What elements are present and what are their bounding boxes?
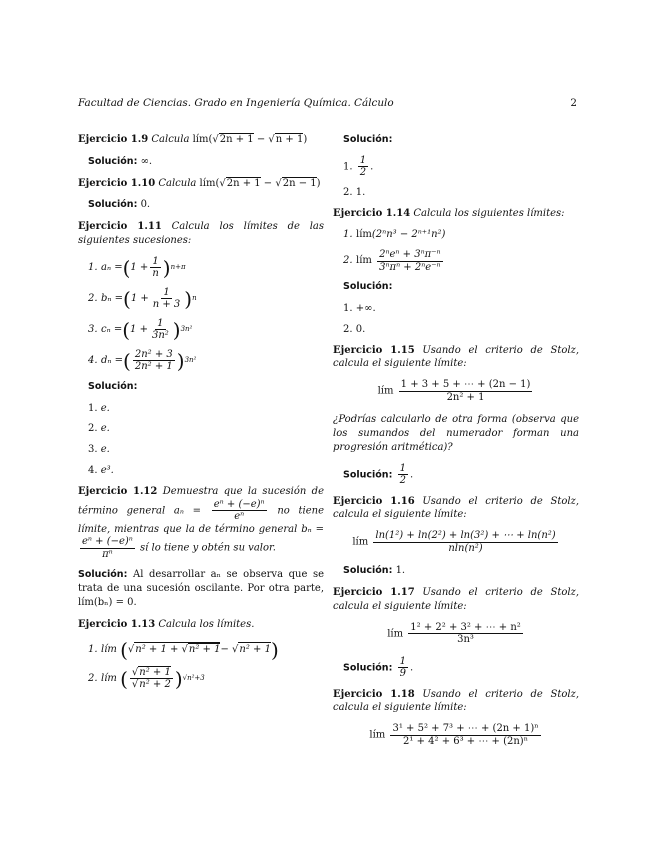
list-item: 4. dₙ = ( $\frac{\text{2n² + 3}}{\text{2n² + 1}}$ ) 3n² [88, 348, 197, 373]
exercise-label: Ejercicio 1.9 [78, 134, 149, 145]
formula: lím(√2n + 1 − √n + 1) [192, 134, 308, 145]
exercise-1-15: Ejercicio 1.15 Usando el criterio de Stolz, calcula el siguiente límite: [333, 344, 580, 370]
formula: lím $\frac{\text{ln(1²) + ln(2²) + ln(3²) + ⋯ + ln(n²)}}{\text{nln(n²)}}$ [352, 530, 556, 554]
list-item: 1. lím (2ⁿn³ − 2ⁿ⁺¹n²) [343, 229, 446, 241]
exercise-1-10: Ejercicio 1.10 Calcula lím(√2n + 1 − √2n − 1) [78, 177, 321, 189]
solution-1-16: Solución: 1. [343, 565, 406, 577]
list-item: 2. 0. [343, 323, 366, 335]
left-column [78, 133, 324, 698]
list-item: 1. e. [88, 402, 110, 414]
exercise-text: Calcula [151, 134, 190, 145]
page-number: 2 [570, 97, 577, 109]
list-item: 3. cₙ = ( 1 + $\frac{1}{\text{3n²}}$ ) 3n² [88, 317, 193, 342]
exercise-1-15-extra: ¿Podrías calcularlo de otra forma (observa que los sumandos del numerador forman una progresión aritmética)? [333, 414, 579, 453]
exercise-1-13: Ejercicio 1.13 Calcula los límites. [78, 618, 255, 630]
solution-1-13: Solución: [343, 134, 393, 145]
list-item: 2. lím ( $\frac{\text{√n² + 1}}{\text{√n² + 2}}$ ) √n²+3 [88, 666, 205, 691]
exercise-1-18: Ejercicio 1.18 Usando el criterio de Stolz, calcula el siguiente límite: [333, 688, 580, 714]
page-header [78, 97, 577, 109]
solution-1-11: Solución: [88, 380, 138, 392]
solution-1-9: Solución: ∞. [88, 155, 153, 167]
list-item: 2. lím $\frac{\text{2ⁿeⁿ + 3ⁿπ⁻ⁿ}}{\text{3ⁿπⁿ + 2ⁿe⁻ⁿ}}$ [343, 249, 441, 273]
right-column [333, 133, 579, 757]
list-item: 1. lím ( √ n² + 1 + √n² + 1 − √ n² + 1 ) [88, 637, 279, 662]
exercise-1-14: Ejercicio 1.14 Calcula los siguientes límites: [333, 207, 565, 219]
list-item: 1. aₙ = ( 1 + $\frac{1}{n}$ ) n+π [88, 255, 186, 280]
formula: lím $\frac{1 + 3 + 5 + \cdots + (2n - 1)}{\text{2n² + 1}}$ [377, 379, 531, 403]
list-item: 2. bₙ = ( 1 + $\frac{1}{n + 3}$ ) n [88, 286, 197, 311]
list-item: 1. $\frac{1}{2}$ . [343, 154, 374, 179]
exercise-1-16: Ejercicio 1.16 Usando el criterio de Stolz, calcula el siguiente límite: [333, 495, 580, 521]
solution-1-15: Solución: $\frac{1}{2}$ . [343, 462, 414, 487]
solution-1-12: Solución: Al desarrollar aₙ se observa que se trata de una sucesión oscilante. Por otra parte, lím(bₙ) = 0. [78, 569, 325, 608]
solution-1-14: Solución: [343, 281, 393, 293]
solution-1-10: Solución: 0. [88, 199, 151, 211]
list-item: 4. e³. [88, 464, 114, 476]
exercise-1-17: Ejercicio 1.17 Usando el criterio de Stolz, calcula el siguiente límite: [333, 586, 580, 612]
list-item: 3. e. [88, 444, 110, 456]
formula: lím $\frac{\text{1² + 2² + 3² + ⋯ + n²}}{\text{3n³}}$ [387, 621, 521, 646]
exercise-1-9 [78, 133, 324, 147]
formula: lím $\frac{\text{3¹ + 5² + 7³ + ⋯ + (2n + 1)ⁿ}}{\text{2¹ + 4² + 6³ + ⋯ + (2n)ⁿ}}$ [369, 723, 539, 747]
exercise-1-11: Ejercicio 1.11 Calcula los límites de las siguientes sucesiones: [78, 221, 325, 246]
list-item: 2. e. [88, 423, 110, 435]
header-title: Facultad de Ciencias. Grado en Ingeniería Química. Cálculo [78, 97, 394, 109]
list-item: 2. 1. [343, 186, 366, 198]
solution-1-17: Solución: $\frac{1}{9}$ . [343, 655, 414, 680]
exercise-1-12: Ejercicio 1.12 Demuestra que la sucesión de término general aₙ = $\frac{\text{eⁿ + (−e)ⁿ}}{\text{eⁿ}}$ no tiene límite, mientras que la de término general bₙ = $\frac{\text{eⁿ + (−e)ⁿ}}{\text{πⁿ}}$ sí lo tiene y obtén su valor. [78, 485, 324, 560]
list-item: 1. +∞. [343, 302, 376, 314]
formula: lím(√2n + 1 − √2n − 1) [199, 177, 321, 189]
